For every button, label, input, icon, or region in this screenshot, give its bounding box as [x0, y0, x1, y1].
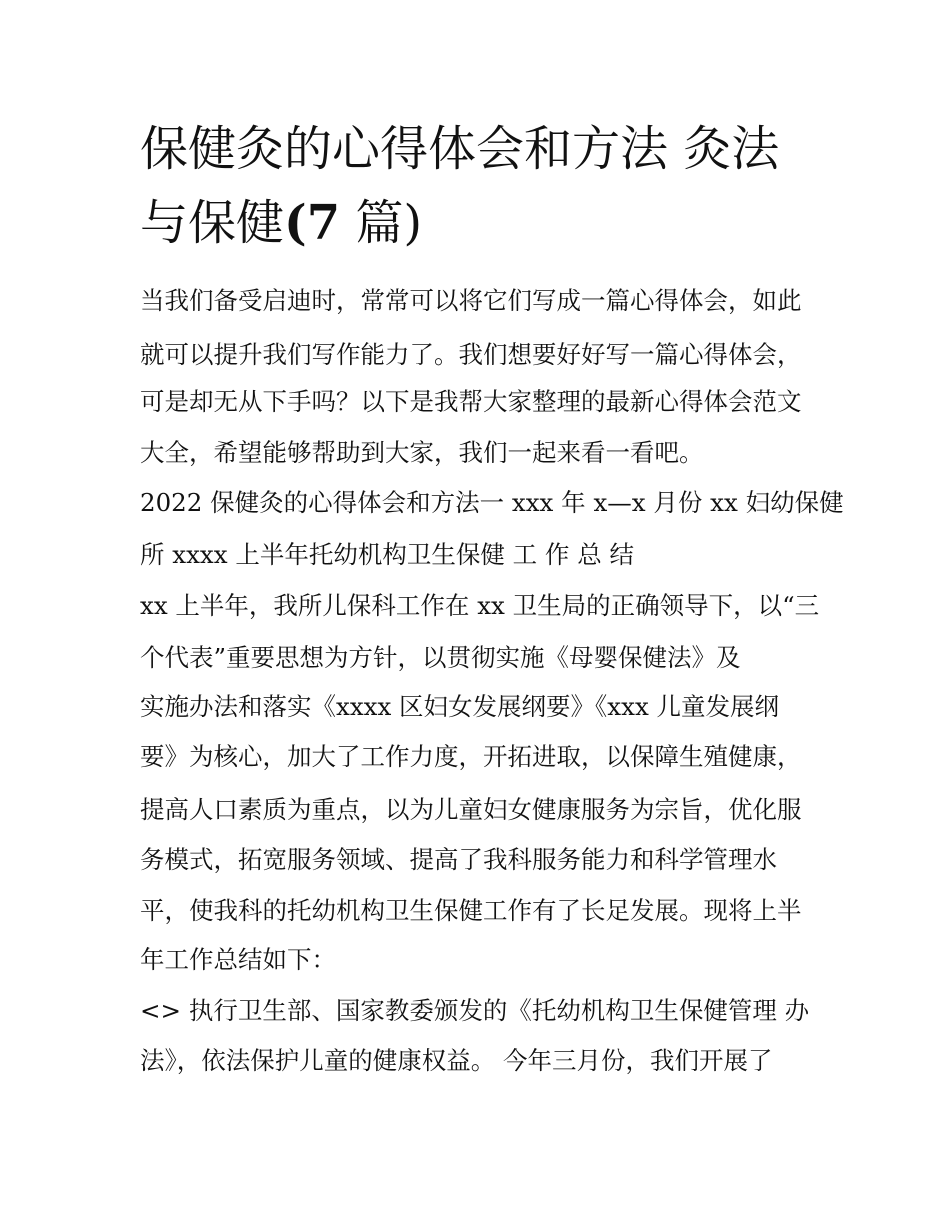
body-line: 提高人口素质为重点，以为儿童妇女健康服务为宗旨，优化服: [140, 795, 802, 824]
body-line: 所 xxxx 上半年托幼机构卫生保健 工 作 总 结: [140, 540, 634, 569]
body-line: 实施办法和落实《xxxx 区妇女发展纲要》《xxx 儿童发展纲: [140, 692, 780, 721]
body-line: 平，使我科的托幼机构卫生保健工作有了长足发展。现将上半: [140, 896, 802, 925]
body-line: 大全，希望能够帮助到大家，我们一起来看一看吧。: [140, 438, 704, 467]
body-line: 2022 保健灸的心得体会和方法一 xxx 年 x—x 月份 xx 妇幼保健: [140, 488, 844, 517]
title-line-2-suffix: 篇): [355, 195, 423, 251]
title-line-2-prefix: 与保健: [140, 195, 285, 251]
body-line: 要》为核心，加大了工作力度，开拓进取，以保障生殖健康，: [140, 742, 802, 771]
body-line: 可是却无从下手吗？以下是我帮大家整理的最新心得体会范文: [140, 387, 802, 416]
body-line: 个代表”重要思想为方针，以贯彻实施《母婴保健法》及: [140, 643, 741, 672]
body-line: 年工作总结如下：: [140, 945, 336, 974]
title-line-2-count: (7: [284, 195, 341, 251]
body-line: 就可以提升我们写作能力了。我们想要好好写一篇心得体会，: [140, 340, 802, 369]
body-line: xx 上半年，我所儿保科工作在 xx 卫生局的正确领导下，以“三: [140, 591, 820, 620]
title-line-1: 保健灸的心得体会和方法 灸法: [140, 121, 780, 177]
body-line: <> 执行卫生部、国家教委颁发的《托幼机构卫生保健管理 办: [140, 996, 810, 1025]
body-line: 当我们备受启迪时，常常可以将它们写成一篇心得体会，如此: [140, 286, 802, 315]
body-line: 务模式，拓宽服务领域、提高了我科服务能力和科学管理水: [140, 845, 777, 874]
document-title: [140, 112, 830, 260]
body-line: 法》，依法保护儿童的健康权益。 今年三月份，我们开展了: [140, 1046, 773, 1075]
